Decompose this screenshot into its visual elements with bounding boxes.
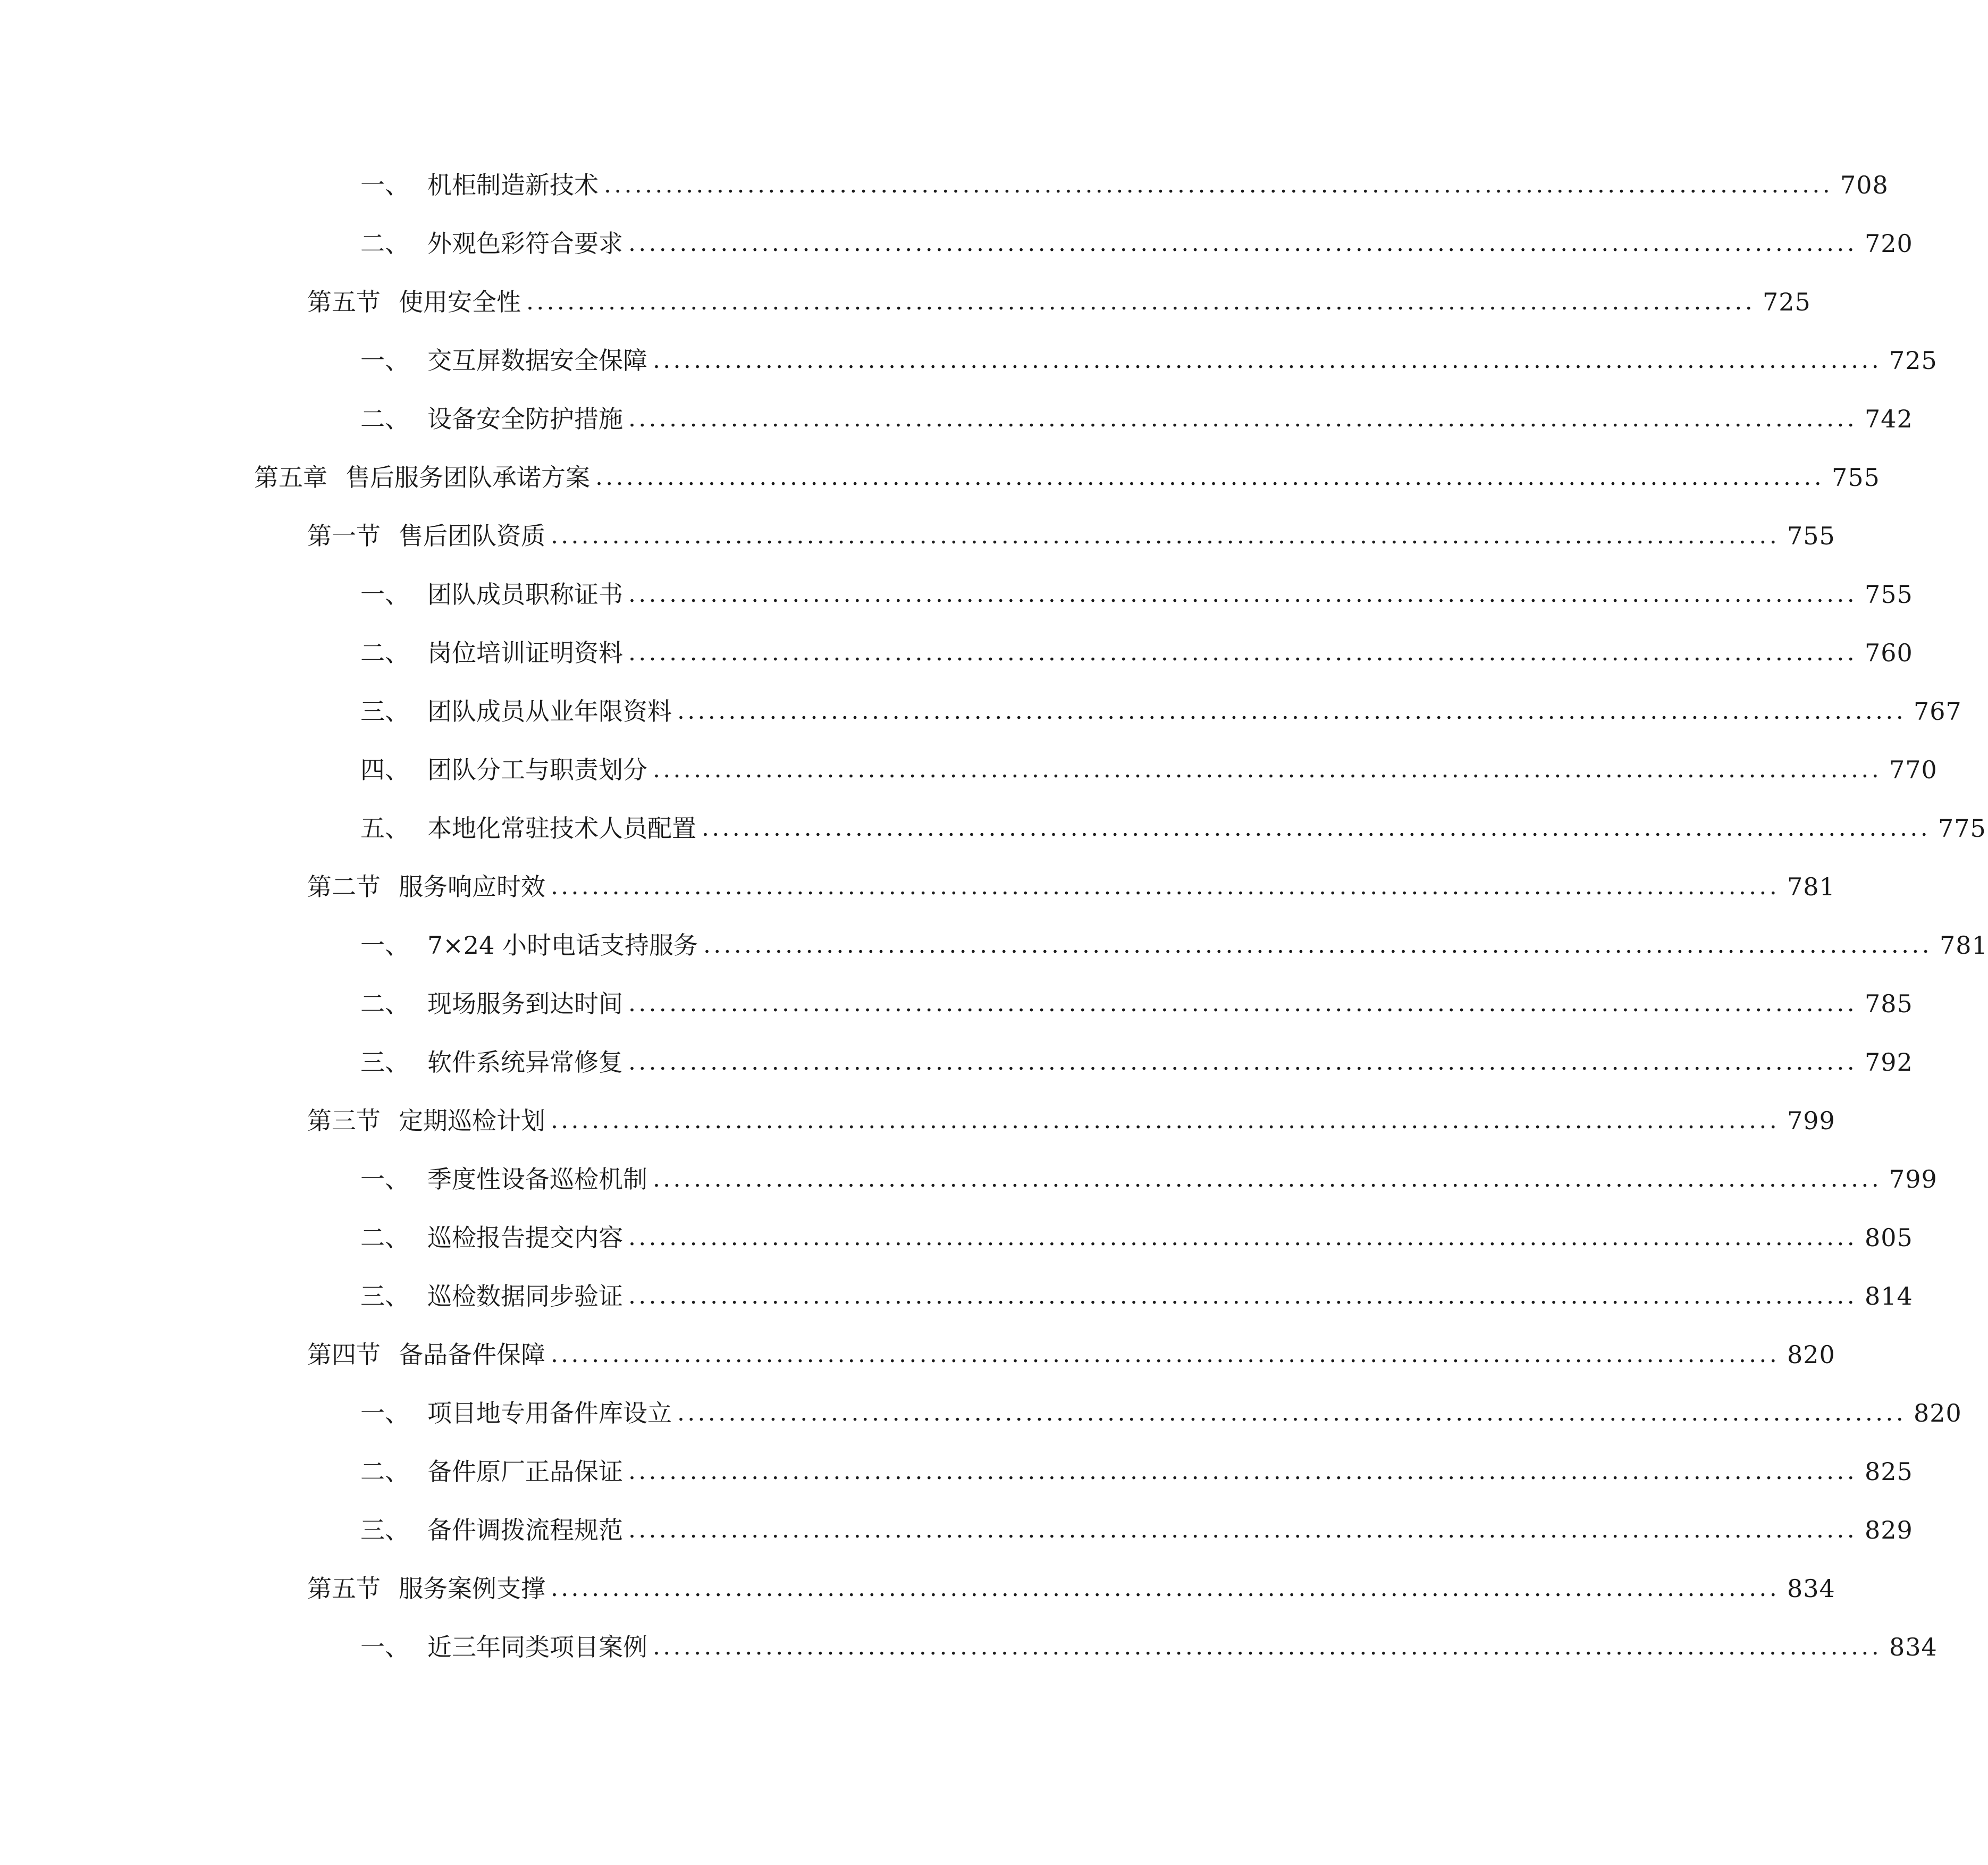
toc-entry[interactable] (360, 1392, 1962, 1434)
toc-page-number: 825 (1864, 1457, 1913, 1486)
toc-page-number: 814 (1864, 1282, 1913, 1310)
toc-dot-leader: ........................................................................................................................ (628, 581, 1857, 608)
toc-entry[interactable] (307, 1099, 1835, 1142)
toc-dot-leader: ........................................................................................................................ (653, 1633, 1882, 1660)
toc-page-number: 829 (1864, 1516, 1913, 1544)
toc-page-number: 781 (1787, 872, 1835, 901)
toc-entry-number: 二、 (360, 405, 409, 433)
toc-page-number: 792 (1864, 1048, 1913, 1077)
toc-entry-title: 软件系统异常修复 (427, 1048, 623, 1077)
toc-entry-number: 二、 (360, 639, 409, 667)
toc-entry-title: 使用安全性 (399, 288, 521, 316)
toc-entry-title: 本地化常驻技术人员配置 (427, 814, 696, 843)
toc-entry-number: 第五章 (254, 463, 327, 492)
toc-entry-number: 第三节 (307, 1106, 381, 1135)
toc-dot-leader: ........................................................................................................................ (551, 873, 1780, 900)
toc-page-number: 799 (1787, 1106, 1835, 1135)
toc-entry-title: 备品备件保障 (399, 1340, 545, 1369)
toc-entry-title: 服务响应时效 (399, 872, 545, 901)
toc-entry-title: 交互屏数据安全保障 (427, 346, 647, 375)
toc-entry-title: 定期巡检计划 (399, 1106, 545, 1135)
toc-entry[interactable] (360, 749, 1938, 791)
toc-entry[interactable] (360, 690, 1962, 733)
toc-entry-number: 三、 (360, 1048, 409, 1077)
toc-page-number: 725 (1762, 288, 1811, 316)
toc-entry-number: 一、 (360, 580, 409, 609)
toc-entry-title: 备件原厂正品保证 (427, 1457, 623, 1486)
toc-page-number: 708 (1840, 171, 1889, 199)
toc-entry[interactable] (360, 632, 1913, 674)
toc-entry-number: 第二节 (307, 872, 381, 901)
toc-dot-leader: ........................................................................................................................ (628, 1516, 1857, 1543)
toc-dot-leader: ........................................................................................................................ (702, 814, 1931, 842)
toc-entry[interactable] (360, 573, 1913, 616)
toc-entry-title: 服务案例支撑 (399, 1574, 545, 1603)
toc-entry-title: 岗位培训证明资料 (427, 639, 623, 667)
toc-page-number: 770 (1889, 755, 1938, 784)
toc-dot-leader: ........................................................................................................................ (628, 639, 1857, 666)
toc-page-number: 755 (1831, 463, 1880, 492)
toc-entry-title: 设备安全防护措施 (427, 405, 623, 433)
toc-entry-number: 三、 (360, 1516, 409, 1544)
toc-entry-number: 第五节 (307, 1574, 381, 1603)
toc-entry[interactable] (360, 807, 1986, 850)
toc-page-number: 834 (1889, 1633, 1938, 1661)
toc-entry-title: 售后团队资质 (399, 522, 545, 550)
toc-entry-title: 团队分工与职责划分 (427, 755, 647, 784)
toc-entry[interactable] (360, 398, 1913, 440)
toc-dot-leader: ........................................................................................................................ (628, 1224, 1857, 1251)
toc-entry-number: 第四节 (307, 1340, 381, 1369)
toc-entry-title: 机柜制造新技术 (427, 171, 599, 199)
toc-page-number: 805 (1864, 1223, 1913, 1252)
toc-dot-leader: ........................................................................................................................ (551, 1341, 1780, 1368)
toc-entry-number: 一、 (360, 171, 409, 199)
toc-entry-title: 巡检数据同步验证 (427, 1282, 623, 1310)
toc-entry[interactable] (360, 1509, 1913, 1551)
toc-entry[interactable] (254, 456, 1880, 499)
toc-dot-leader: ........................................................................................................................ (628, 230, 1857, 257)
toc-page-number: 767 (1913, 697, 1962, 726)
toc-entry[interactable] (360, 1216, 1913, 1259)
toc-entry-number: 二、 (360, 1457, 409, 1486)
toc-entry-title: 7×24 小时电话支持服务 (427, 931, 698, 960)
toc-entry-number: 五、 (360, 814, 409, 843)
toc-page-number: 755 (1787, 522, 1835, 550)
toc-entry-title: 备件调拨流程规范 (427, 1516, 623, 1544)
toc-dot-leader: ........................................................................................................................ (628, 405, 1857, 432)
toc-entry[interactable] (360, 1275, 1913, 1317)
toc-dot-leader: ........................................................................................................................ (628, 1458, 1857, 1485)
toc-entry-title: 季度性设备巡检机制 (427, 1165, 647, 1194)
toc-dot-leader: ........................................................................................................................ (604, 171, 1833, 198)
toc-entry-number: 二、 (360, 989, 409, 1018)
toc-page-number: 760 (1864, 639, 1913, 667)
toc-entry[interactable] (360, 339, 1938, 382)
toc-entry[interactable] (360, 164, 1889, 206)
toc-dot-leader: ........................................................................................................................ (677, 698, 1906, 725)
toc-entry-number: 四、 (360, 755, 409, 784)
toc-entry-number: 三、 (360, 1282, 409, 1310)
toc-entry[interactable] (307, 866, 1835, 908)
toc-dot-leader: ........................................................................................................................ (653, 347, 1882, 374)
toc-entry[interactable] (307, 1567, 1835, 1610)
toc-entry-number: 第一节 (307, 522, 381, 550)
toc-dot-leader: ........................................................................................................................ (551, 1107, 1780, 1134)
toc-dot-leader: ........................................................................................................................ (628, 990, 1857, 1017)
toc-page-number: 834 (1787, 1574, 1835, 1603)
toc-page-number: 742 (1864, 405, 1913, 433)
toc-entry-title: 售后服务团队承诺方案 (346, 463, 590, 492)
toc-entry-title: 现场服务到达时间 (427, 989, 623, 1018)
toc-dot-leader: ........................................................................................................................ (551, 522, 1780, 549)
toc-page-number: 781 (1939, 931, 1988, 960)
toc-entry-title: 团队成员职称证书 (427, 580, 623, 609)
toc-entry[interactable] (307, 515, 1835, 557)
toc-entry[interactable] (360, 1041, 1913, 1083)
toc-entry[interactable] (307, 281, 1811, 323)
toc-dot-leader: ........................................................................................................................ (653, 756, 1882, 783)
toc-entry-title: 团队成员从业年限资料 (427, 697, 672, 726)
toc-page-number: 755 (1864, 580, 1913, 609)
toc-entry-title: 巡检报告提交内容 (427, 1223, 623, 1252)
toc-entry-number: 二、 (360, 229, 409, 258)
toc-dot-leader: ........................................................................................................................ (628, 1282, 1857, 1309)
toc-entry-title: 项目地专用备件库设立 (427, 1399, 672, 1427)
toc-entry[interactable] (360, 222, 1913, 265)
toc-page-number: 820 (1913, 1399, 1962, 1427)
toc-entry-number: 第五节 (307, 288, 381, 316)
toc-entry-title: 近三年同类项目案例 (427, 1633, 647, 1661)
toc-dot-leader: ........................................................................................................................ (677, 1399, 1906, 1426)
toc-dot-leader: ........................................................................................................................ (653, 1165, 1882, 1192)
toc-dot-leader: ........................................................................................................................ (526, 288, 1755, 315)
toc-dot-leader: ........................................................................................................................ (628, 1048, 1857, 1076)
toc-entry-title: 外观色彩符合要求 (427, 229, 623, 258)
toc-page-number: 725 (1889, 346, 1938, 375)
toc-dot-leader: ........................................................................................................................ (703, 931, 1932, 959)
toc-entry[interactable] (360, 924, 1988, 967)
toc-entry[interactable] (360, 1450, 1913, 1493)
toc-entry[interactable] (360, 1626, 1938, 1668)
toc-entry-number: 一、 (360, 1633, 409, 1661)
toc-page-number: 799 (1889, 1165, 1938, 1194)
toc-dot-leader: ........................................................................................................................ (595, 464, 1824, 491)
toc-entry[interactable] (307, 1333, 1835, 1376)
toc-entry-number: 一、 (360, 1399, 409, 1427)
toc-page-number: 785 (1864, 989, 1913, 1018)
toc-page-number: 820 (1787, 1340, 1835, 1369)
toc-dot-leader: ........................................................................................................................ (551, 1575, 1780, 1602)
toc-entry-number: 一、 (360, 1165, 409, 1194)
toc-entry-number: 一、 (360, 931, 409, 960)
toc-entry-number: 一、 (360, 346, 409, 375)
toc-entry-number: 三、 (360, 697, 409, 726)
toc-entry-number: 二、 (360, 1223, 409, 1252)
toc-entry[interactable] (360, 1158, 1938, 1200)
toc-page-number: 775 (1938, 814, 1986, 843)
toc-page-number: 720 (1864, 229, 1913, 258)
toc-entry[interactable] (360, 982, 1913, 1025)
